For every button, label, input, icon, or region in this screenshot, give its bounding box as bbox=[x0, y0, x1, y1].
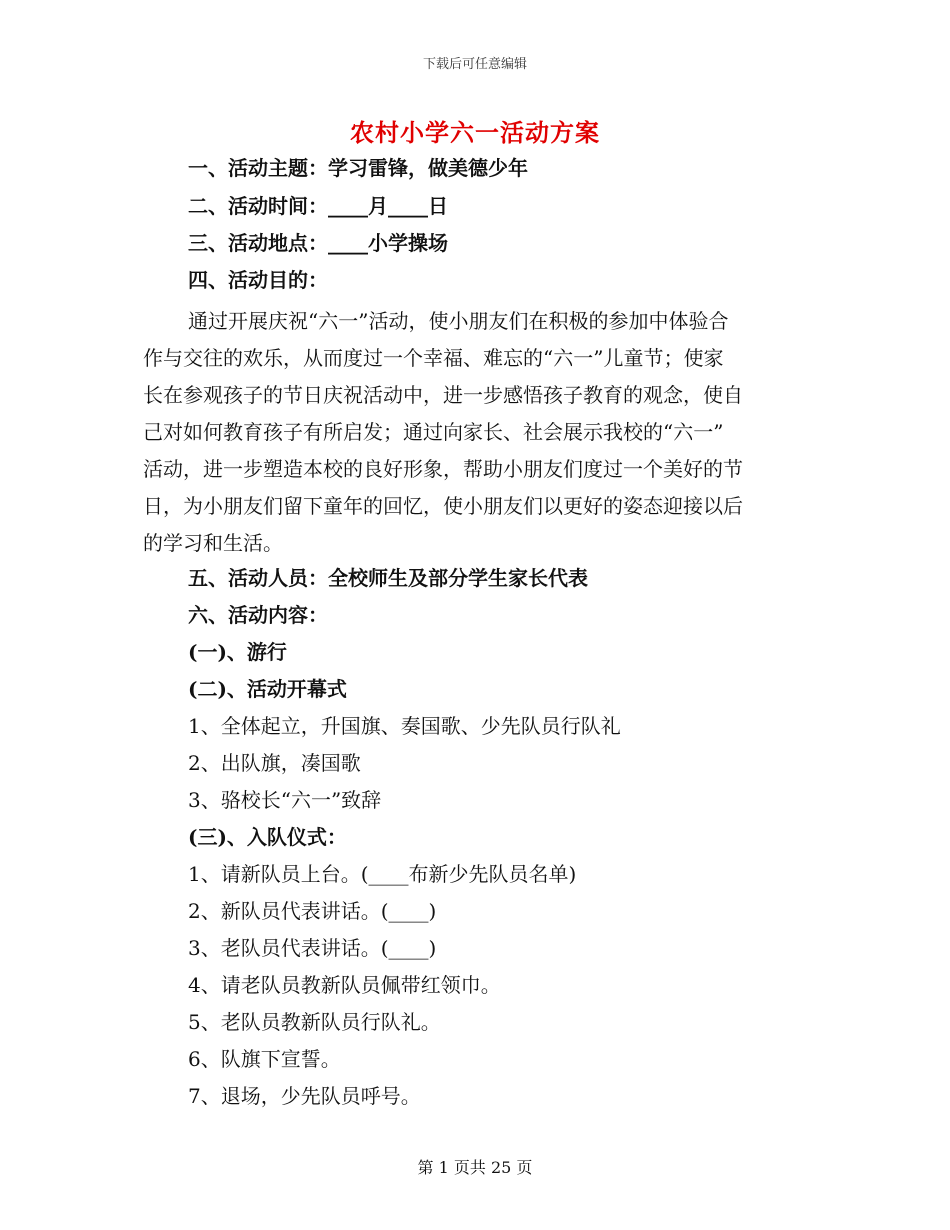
purpose-line: 活动，进一步塑造本校的良好形象，帮助小朋友们度过一个美好的节 bbox=[143, 457, 743, 481]
purpose-line: 作与交往的欢乐，从而度过一个幸福、难忘的“六一”儿童节；使家 bbox=[143, 346, 724, 370]
ceremony-item: 1、请新队员上台。(____布新少先队员名单) bbox=[188, 862, 577, 886]
purpose-line: 己对如何教育孩子有所启发；通过向家长、社会展示我校的“六一” bbox=[143, 420, 724, 444]
opening-item: 3、骆校长“六一”致辞 bbox=[188, 788, 382, 812]
section-purpose-heading: 四、活动目的： bbox=[188, 268, 328, 292]
subsection-ceremony: (三)、入队仪式： bbox=[188, 825, 347, 849]
ceremony-item: 3、老队员代表讲话。(____) bbox=[188, 936, 437, 960]
purpose-line: 通过开展庆祝“六一”活动，使小朋友们在积极的参加中体验合 bbox=[188, 309, 729, 333]
ceremony-item: 6、队旗下宣誓。 bbox=[188, 1047, 341, 1071]
opening-item: 1、全体起立，升国旗、奏国歌、少先队员行队礼 bbox=[188, 714, 621, 738]
section-people: 五、活动人员：全校师生及部分学生家长代表 bbox=[188, 566, 588, 590]
ceremony-item: 2、新队员代表讲话。(____) bbox=[188, 899, 437, 923]
page-footer: 第 1 页共 25 页 bbox=[417, 1158, 533, 1177]
section-theme: 一、活动主题：学习雷锋，做美德少年 bbox=[188, 156, 528, 180]
purpose-paragraph bbox=[143, 303, 798, 562]
header-note: 下载后可任意编辑 bbox=[422, 57, 527, 72]
purpose-line: 的学习和生活。 bbox=[143, 531, 283, 555]
subsection-parade: (一)、游行 bbox=[188, 640, 287, 664]
ceremony-item: 5、老队员教新队员行队礼。 bbox=[188, 1010, 441, 1034]
purpose-line: 长在参观孩子的节日庆祝活动中，进一步感悟孩子教育的观念，使自 bbox=[143, 383, 743, 407]
opening-item: 2、出队旗，凑国歌 bbox=[188, 751, 361, 775]
subsection-opening: (二)、活动开幕式 bbox=[188, 677, 347, 701]
section-place: 三、活动地点：____小学操场 bbox=[188, 231, 448, 255]
section-time: 二、活动时间：____月____日 bbox=[188, 194, 448, 218]
section-content-heading: 六、活动内容： bbox=[188, 603, 328, 627]
ceremony-item: 4、请老队员教新队员佩带红领巾。 bbox=[188, 973, 501, 997]
purpose-line: 日，为小朋友们留下童年的回忆，使小朋友们以更好的姿态迎接以后 bbox=[143, 494, 743, 518]
document-title: 农村小学六一活动方案 bbox=[350, 118, 600, 147]
ceremony-item: 7、退场，少先队员呼号。 bbox=[188, 1084, 421, 1108]
